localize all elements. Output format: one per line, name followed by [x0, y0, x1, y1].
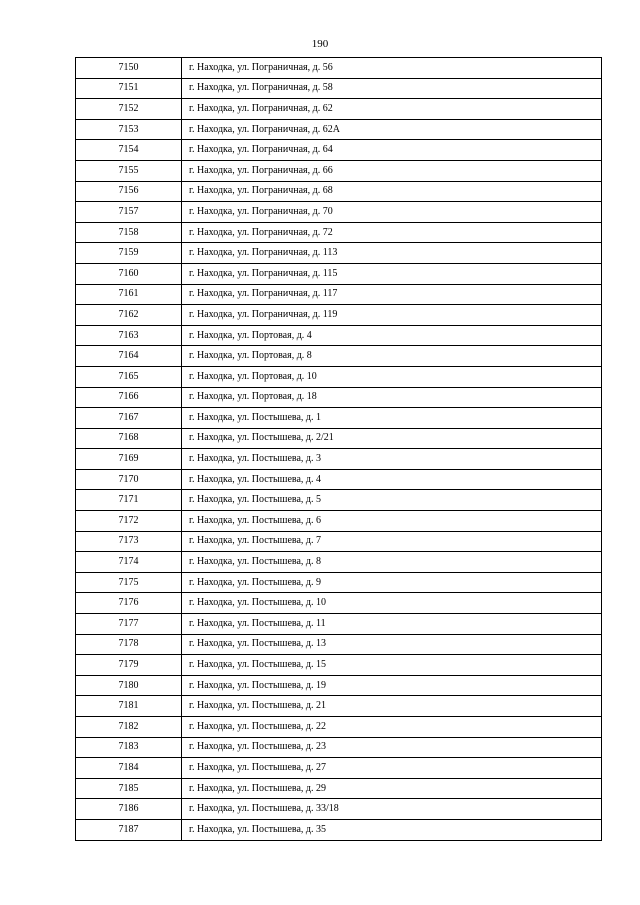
row-number-cell: 7185	[76, 778, 182, 799]
table-row	[76, 243, 602, 264]
address-cell: г. Находка, ул. Постышева, д. 9	[182, 572, 602, 593]
table-row	[76, 717, 602, 738]
row-number-cell: 7171	[76, 490, 182, 511]
table-row	[76, 366, 602, 387]
row-number-cell: 7170	[76, 469, 182, 490]
address-cell: г. Находка, ул. Постышева, д. 2/21	[182, 428, 602, 449]
address-cell: г. Находка, ул. Постышева, д. 19	[182, 675, 602, 696]
row-number-cell: 7166	[76, 387, 182, 408]
address-cell: г. Находка, ул. Постышева, д. 33/18	[182, 799, 602, 820]
row-number-cell: 7156	[76, 181, 182, 202]
table-row	[76, 449, 602, 470]
address-cell: г. Находка, ул. Пограничная, д. 56	[182, 58, 602, 79]
address-cell: г. Находка, ул. Постышева, д. 10	[182, 593, 602, 614]
table-row	[76, 593, 602, 614]
table-row	[76, 140, 602, 161]
table-row	[76, 160, 602, 181]
row-number-cell: 7159	[76, 243, 182, 264]
table-row	[76, 346, 602, 367]
row-number-cell: 7182	[76, 717, 182, 738]
address-cell: г. Находка, ул. Постышева, д. 4	[182, 469, 602, 490]
address-cell: г. Находка, ул. Постышева, д. 11	[182, 614, 602, 635]
row-number-cell: 7153	[76, 119, 182, 140]
row-number-cell: 7173	[76, 531, 182, 552]
table-row	[76, 572, 602, 593]
address-cell: г. Находка, ул. Постышева, д. 35	[182, 819, 602, 840]
table-row	[76, 778, 602, 799]
row-number-cell: 7186	[76, 799, 182, 820]
table-row	[76, 305, 602, 326]
address-table	[75, 57, 602, 841]
table-row	[76, 511, 602, 532]
table-row	[76, 181, 602, 202]
table-row	[76, 552, 602, 573]
row-number-cell: 7162	[76, 305, 182, 326]
row-number-cell: 7168	[76, 428, 182, 449]
address-cell: г. Находка, ул. Пограничная, д. 62	[182, 99, 602, 120]
row-number-cell: 7169	[76, 449, 182, 470]
table-row	[76, 758, 602, 779]
address-cell: г. Находка, ул. Пограничная, д. 68	[182, 181, 602, 202]
address-cell: г. Находка, ул. Постышева, д. 5	[182, 490, 602, 511]
address-cell: г. Находка, ул. Постышева, д. 23	[182, 737, 602, 758]
table-row	[76, 58, 602, 79]
table-row	[76, 819, 602, 840]
address-cell: г. Находка, ул. Портовая, д. 8	[182, 346, 602, 367]
row-number-cell: 7172	[76, 511, 182, 532]
table-row	[76, 799, 602, 820]
table-row	[76, 655, 602, 676]
row-number-cell: 7152	[76, 99, 182, 120]
table-row	[76, 99, 602, 120]
table-row	[76, 490, 602, 511]
address-cell: г. Находка, ул. Постышева, д. 7	[182, 531, 602, 552]
address-cell: г. Находка, ул. Пограничная, д. 72	[182, 222, 602, 243]
address-cell: г. Находка, ул. Пограничная, д. 115	[182, 263, 602, 284]
row-number-cell: 7181	[76, 696, 182, 717]
row-number-cell: 7175	[76, 572, 182, 593]
row-number-cell: 7165	[76, 366, 182, 387]
row-number-cell: 7176	[76, 593, 182, 614]
row-number-cell: 7150	[76, 58, 182, 79]
row-number-cell: 7167	[76, 408, 182, 429]
address-cell: г. Находка, ул. Постышева, д. 8	[182, 552, 602, 573]
table-row	[76, 325, 602, 346]
table-row	[76, 634, 602, 655]
table-row	[76, 222, 602, 243]
address-cell: г. Находка, ул. Пограничная, д. 62А	[182, 119, 602, 140]
row-number-cell: 7155	[76, 160, 182, 181]
address-cell: г. Находка, ул. Постышева, д. 13	[182, 634, 602, 655]
row-number-cell: 7183	[76, 737, 182, 758]
page-number: 190	[311, 38, 329, 50]
row-number-cell: 7184	[76, 758, 182, 779]
table-row	[76, 202, 602, 223]
address-cell: г. Находка, ул. Портовая, д. 4	[182, 325, 602, 346]
row-number-cell: 7163	[76, 325, 182, 346]
address-cell: г. Находка, ул. Пограничная, д. 66	[182, 160, 602, 181]
address-cell: г. Находка, ул. Портовая, д. 18	[182, 387, 602, 408]
table-row	[76, 737, 602, 758]
row-number-cell: 7164	[76, 346, 182, 367]
row-number-cell: 7161	[76, 284, 182, 305]
row-number-cell: 7151	[76, 78, 182, 99]
row-number-cell: 7160	[76, 263, 182, 284]
table-row	[76, 119, 602, 140]
address-cell: г. Находка, ул. Пограничная, д. 64	[182, 140, 602, 161]
table-row	[76, 675, 602, 696]
table-row	[76, 614, 602, 635]
row-number-cell: 7187	[76, 819, 182, 840]
address-cell: г. Находка, ул. Постышева, д. 29	[182, 778, 602, 799]
table-row	[76, 469, 602, 490]
address-cell: г. Находка, ул. Пограничная, д. 113	[182, 243, 602, 264]
table-row	[76, 696, 602, 717]
row-number-cell: 7154	[76, 140, 182, 161]
address-cell: г. Находка, ул. Пограничная, д. 119	[182, 305, 602, 326]
table-row	[76, 428, 602, 449]
address-cell: г. Находка, ул. Постышева, д. 6	[182, 511, 602, 532]
table-row	[76, 387, 602, 408]
table-row	[76, 263, 602, 284]
row-number-cell: 7157	[76, 202, 182, 223]
address-cell: г. Находка, ул. Постышева, д. 21	[182, 696, 602, 717]
address-cell: г. Находка, ул. Постышева, д. 3	[182, 449, 602, 470]
row-number-cell: 7177	[76, 614, 182, 635]
address-cell: г. Находка, ул. Портовая, д. 10	[182, 366, 602, 387]
address-cell: г. Находка, ул. Пограничная, д. 58	[182, 78, 602, 99]
address-table-body	[76, 58, 602, 841]
address-cell: г. Находка, ул. Пограничная, д. 117	[182, 284, 602, 305]
address-cell: г. Находка, ул. Пограничная, д. 70	[182, 202, 602, 223]
table-row	[76, 531, 602, 552]
address-cell: г. Находка, ул. Постышева, д. 1	[182, 408, 602, 429]
address-cell: г. Находка, ул. Постышева, д. 22	[182, 717, 602, 738]
row-number-cell: 7158	[76, 222, 182, 243]
table-row	[76, 408, 602, 429]
table-row	[76, 284, 602, 305]
address-cell: г. Находка, ул. Постышева, д. 27	[182, 758, 602, 779]
row-number-cell: 7179	[76, 655, 182, 676]
row-number-cell: 7174	[76, 552, 182, 573]
row-number-cell: 7180	[76, 675, 182, 696]
table-row	[76, 78, 602, 99]
row-number-cell: 7178	[76, 634, 182, 655]
address-cell: г. Находка, ул. Постышева, д. 15	[182, 655, 602, 676]
